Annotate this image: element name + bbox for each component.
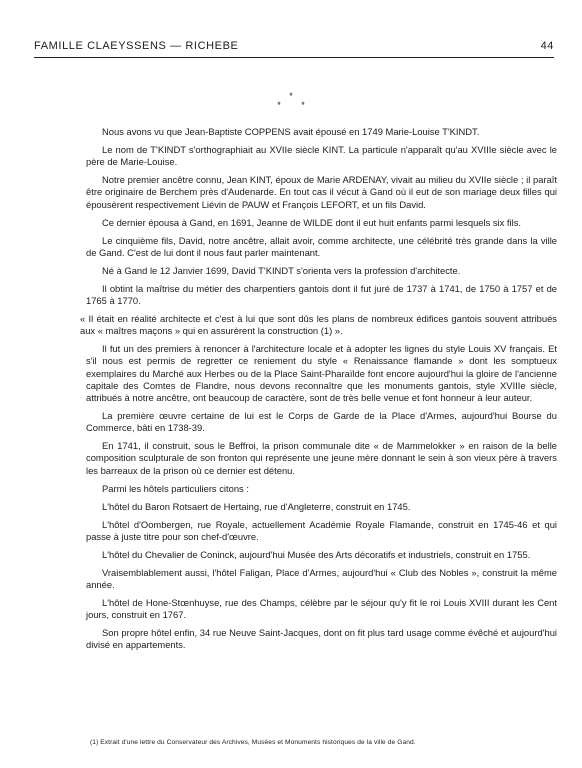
paragraph: Il fut un des premiers à renoncer à l'architecture locale et à adopter les lignes du style Louis XV français. Et s'il nous est permis de regretter ce reniement du style « Renaissance flamande » dont les somptueux exemplaires du Marché aux Herbes ou de la Place Saint-Pharaïlde font encore aujourd'hui la gloire de l'ancienne capitale des Comtes de Flandre, nous devons reconnaître que les monuments gantois, style XVIIIe siècle, attribués à notre ancêtre, ont beaucoup de caractère, sont de très belle venue et font honneur à leur auteur. (86, 343, 557, 404)
paragraph: Né à Gand le 12 Janvier 1699, David T'KINDT s'orienta vers la profession d'architecte. (102, 264, 461, 276)
body-text (80, 126, 557, 657)
paragraph: En 1741, il construit, sous le Beffroi, la prison communale dite « de Mammelokker » en raison de la belle composition sculpturale de son fronton qui représente une jeune mère donnant le sein à son vieux père à travers les barreaux de la prison où ce dernier est détenu. (86, 440, 557, 476)
quoted-paragraph: « Il était en réalité architecte et c'est à lui que sont dûs les plans de nombreux édifices gantois souvent attribués aux « maîtres maçons » qui en assurèrent la construction (1) ». (80, 313, 557, 337)
paragraph: Nous avons vu que Jean-Baptiste COPPENS avait épousé en 1749 Marie-Louise T'KINDT. (102, 126, 480, 137)
paragraph: Le nom de T'KINDT s'orthographiait au XVIIe siècle KINT. La particule n'apparaît qu'au XVIIIe siècle avec le père de Marie-Louise. (86, 144, 557, 168)
list-paragraph: L'hôtel du Baron Rotsaert de Hertaing, rue d'Angleterre, construit en 1745. (102, 500, 411, 512)
list-paragraph: Vraisemblablement aussi, l'hôtel Faligan, Place d'Armes, aujourd'hui « Club des Nobles », construit la même année. (86, 566, 557, 591)
footnote: (1) Extrait d'une lettre du Conservateur des Archives, Musées et Monuments historiques de la ville de Gand. (90, 739, 416, 746)
list-paragraph: L'hôtel de Hone-Stœnhuyse, rue des Champs, célèbre par le séjour qu'y fit le roi Louis XVIII durant les Cent jours, construit en 1767. (86, 597, 557, 621)
list-paragraph: L'hôtel d'Oombergen, rue Royale, actuellement Académie Royale Flamande, construit en 1745-46 et qui passe à juste titre pour son chef-d'œuvre. (86, 518, 557, 542)
separator-star: * (289, 91, 293, 101)
paragraph: Parmi les hôtels particuliers citons : (102, 482, 249, 494)
list-paragraph: L'hôtel du Chevalier de Coninck, aujourd'hui Musée des Arts décoratifs et industriels, construit en 1755. (102, 548, 531, 560)
running-header (34, 40, 554, 52)
paragraph: Le cinquième fils, David, notre ancêtre, allait avoir, comme architecte, une célébrité très grande dans la ville de Gand. C'est de lui dont il nous faut parler maintenant. (86, 234, 557, 258)
paragraph: Ce dernier épousa à Gand, en 1691, Jeanne de WILDE dont il eut huit enfants parmi lesquels six fils. (102, 216, 521, 228)
separator-stars: * * (277, 100, 314, 110)
paragraph: La première œuvre certaine de lui est le Corps de Garde de la Place d'Armes, aujourd'hui Bourse du Commerce, bâti en 1738-39. (86, 410, 557, 434)
section-separator (0, 92, 582, 110)
header-title: FAMILLE CLAEYSSENS — RICHEBE (34, 40, 239, 52)
header-rule (34, 57, 554, 58)
paragraph: Il obtint la maîtrise du métier des charpentiers gantois dont il fut juré de 1737 à 1741, de 1750 à 1757 et de 1765 à 1770. (86, 282, 557, 307)
page-number: 44 (540, 40, 554, 52)
paragraph: Son propre hôtel enfin, 34 rue Neuve Saint-Jacques, dont on fit plus tard usage comme évêché et aujourd'hui divisé en appartements. (86, 627, 557, 651)
paragraph: Notre premier ancêtre connu, Jean KINT, époux de Marie ARDENAY, vivait au milieu du XVIIe siècle ; il paraît être originaire de Berchem près d'Audenarde. En tout cas il vécut à Gand où il eut de son mariage deux filles qui épousèrent respectivement Liévin de PAUW et François LEFORT, et un fils David. (86, 174, 557, 210)
